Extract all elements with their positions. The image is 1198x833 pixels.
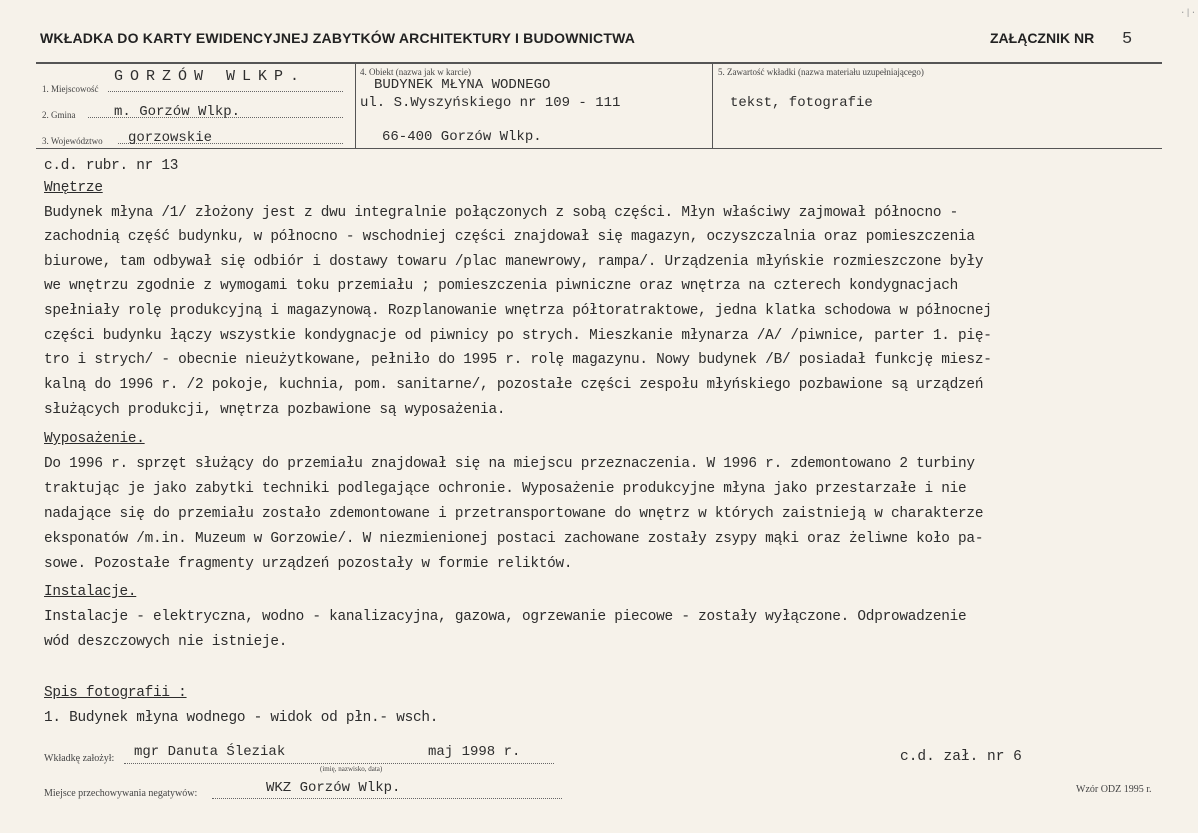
installations-line: wód deszczowych nie istnieje. <box>44 634 288 650</box>
card-title: WKŁADKA DO KARTY EWIDENCYJNEJ ZABYTKÓW ARCHITEKTURY I BUDOWNICTWA <box>40 30 636 46</box>
annex-number: 5 <box>1122 30 1133 49</box>
author-dots <box>124 763 554 764</box>
negatives-dots <box>212 798 562 799</box>
interior-line: spełniały rolę produkcyjną i magazynową. Rozplanowanie wnętrza półtoratraktowe, jedna klatka schodowa w północnej <box>44 303 992 319</box>
continuation-note: c.d. rubr. nr 13 <box>44 158 179 174</box>
city-dots <box>108 91 343 92</box>
author-hint: (imię, nazwisko, data) <box>320 765 383 773</box>
object-label: 4. Obiekt (nazwa jak w karcie) <box>360 67 471 77</box>
equipment-line: traktując je jako zabytki techniki podlegające ochronie. Wyposażenie produkcyjne młyna jako przestarzałe i nie <box>44 481 967 497</box>
interior-line: części budynku łączy wszystkie kondygnacje od piwnicy po strych. Mieszkanie młynarza /A/ /piwnice, parter 1. pię- <box>44 328 992 344</box>
fields-bottom-rule <box>36 148 1162 149</box>
object-address: ul. S.Wyszyńskiego nr 109 - 111 <box>360 95 621 111</box>
equipment-line: Do 1996 r. sprzęt służący do przemiału znajdował się na miejscu przeznaczenia. W 1996 r. zdemontowano 2 turbiny <box>44 456 975 472</box>
photos-line: 1. Budynek młyna wodnego - widok od płn.- wsch. <box>44 710 439 726</box>
interior-line: we wnętrzu zgodnie z wymogami toku przemiału ; pomieszczenia piwniczne oraz wnętrza na czterech kondygnacjach <box>44 278 959 294</box>
negatives-value: WKZ Gorzów Wlkp. <box>266 780 401 796</box>
header-rule <box>36 62 1162 64</box>
object-postal: 66-400 Gorzów Wlkp. <box>382 129 542 145</box>
field-divider-1 <box>355 62 356 148</box>
next-annex: c.d. zał. nr 6 <box>900 749 1022 765</box>
city-value: GORZÓW WLKP. <box>114 68 307 85</box>
installations-line: Instalacje - elektryczna, wodno - kanalizacyjna, gazowa, ogrzewanie piecowe - zostały wyłączone. Odprowadzenie <box>44 609 967 625</box>
equipment-heading: Wyposażenie. <box>44 431 145 447</box>
interior-line: Budynek młyna /1/ złożony jest z dwu integralnie połączonych z sobą części. Młyn właściwy zajmował północno - <box>44 205 959 221</box>
interior-line: zachodnią część budynku, w północno - wschodniej części znajdował się magazyn, oczyszczalnia oraz pomieszczenia <box>44 229 975 245</box>
interior-line: tro i strych/ - obecnie nieużytkowane, pełniło do 1995 r. rolę magazynu. Nowy budynek /B/ posiadał funkcję miesz- <box>44 352 992 368</box>
installations-heading: Instalacje. <box>44 584 137 600</box>
author-value: mgr Danuta Śleziak <box>134 744 286 760</box>
contents-label: 5. Zawartość wkładki (nazwa materiału uzupełniającego) <box>718 67 924 77</box>
interior-line: kalną do 1996 r. /2 pokoje, kuchnia, pom. sanitarne/, pozostałe części zespołu młyńskiego pozbawione są urządzeń <box>44 377 984 393</box>
photos-heading: Spis fotografii : <box>44 685 187 701</box>
equipment-line: nadające się do przemiału zostało zdemontowane i przetransportowane do wnętrz w których zaistnieją w charakterze <box>44 506 984 522</box>
city-label: 1. Miejscowość <box>42 84 99 94</box>
corner-mark: ·|· <box>1180 8 1197 18</box>
interior-line: służących produkcji, wnętrza pozbawione są wyposażenia. <box>44 402 506 418</box>
interior-heading: Wnętrze <box>44 180 103 196</box>
equipment-line: eksponatów /m.in. Muzeum w Gorzowie/. W niezmienionej postaci zachowane zostały zsypy mąki oraz żeliwne koło pa- <box>44 531 984 547</box>
date-value: maj 1998 r. <box>428 744 521 760</box>
commune-label: 2. Gmina <box>42 110 76 120</box>
equipment-line: sowe. Pozostałe fragmenty urządzeń pozostały w formie reliktów. <box>44 556 573 572</box>
field-divider-2 <box>712 62 713 148</box>
commune-value: m. Gorzów Wlkp. <box>114 104 241 120</box>
voivodeship-value: gorzowskie <box>128 130 213 146</box>
negatives-label: Miejsce przechowywania negatywów: <box>44 788 198 799</box>
contents-value: tekst, fotografie <box>730 95 873 111</box>
object-name: BUDYNEK MŁYNA WODNEGO <box>374 77 551 93</box>
form-id: Wzór ODZ 1995 r. <box>1076 784 1152 795</box>
voivodeship-label: 3. Województwo <box>42 136 103 146</box>
annex-label: ZAŁĄCZNIK NR <box>990 30 1095 46</box>
interior-line: biurowe, tam odbywał się odbiór i dostawy towaru /plac manewrowy, rampa/. Urządzenia młyńskie rozmieszczone były <box>44 254 984 270</box>
author-label: Wkładkę założył: <box>44 753 115 764</box>
